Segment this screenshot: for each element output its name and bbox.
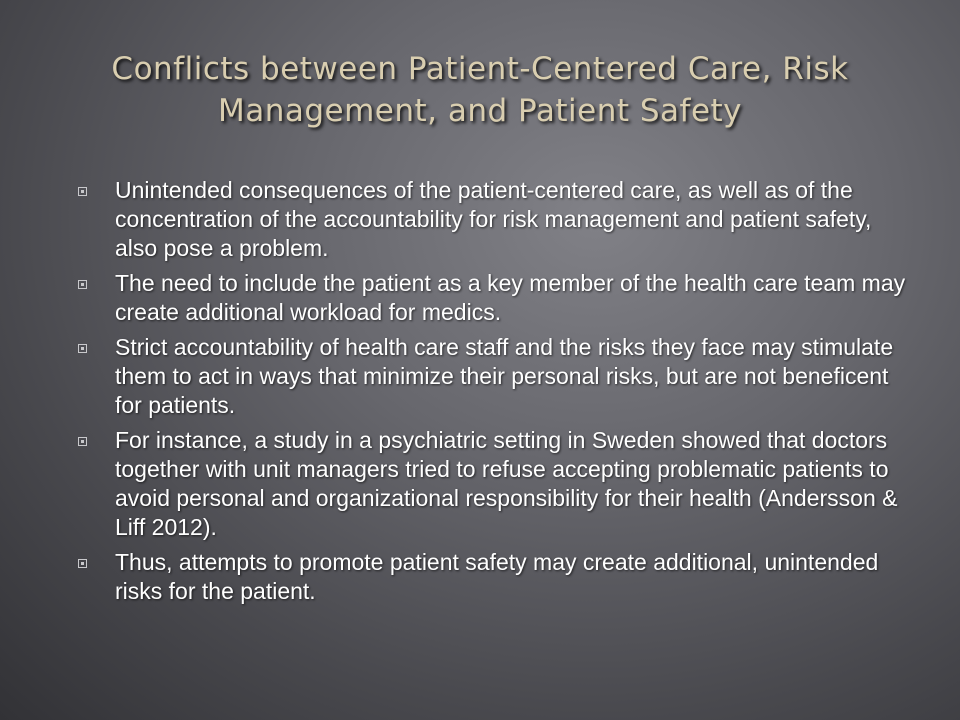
bullet-item <box>76 269 916 327</box>
bullet-text: The need to include the patient as a key member of the health care team may create additional workload for medics. <box>115 270 906 325</box>
bullet-item <box>76 548 916 606</box>
bullet-list <box>76 176 916 612</box>
square-bullet-icon <box>78 187 87 196</box>
bullet-item <box>76 426 916 542</box>
square-bullet-icon <box>78 559 87 568</box>
bullet-text: Strict accountability of health care staff and the risks they face may stimulate them to act in ways that minimize their personal risks, but are not beneficent for patients. <box>115 334 894 418</box>
square-bullet-icon <box>78 344 87 353</box>
bullet-text: For instance, a study in a psychiatric setting in Sweden showed that doctors together with unit managers tried to refuse accepting problematic patients to avoid personal and organizational responsibility for their health (Andersson & Liff 2012). <box>115 427 898 540</box>
bullet-text: Unintended consequences of the patient-centered care, as well as of the concentration of the accountability for risk management and patient safety, also pose a problem. <box>115 177 872 261</box>
slide-title: Conflicts between Patient-Centered Care, Risk Management, and Patient Safety <box>111 51 849 129</box>
bullet-text: Thus, attempts to promote patient safety may create additional, unintended risks for the patient. <box>115 549 879 604</box>
bullet-item <box>76 176 916 263</box>
bullet-item <box>76 333 916 420</box>
square-bullet-icon <box>78 437 87 446</box>
square-bullet-icon <box>78 280 87 289</box>
